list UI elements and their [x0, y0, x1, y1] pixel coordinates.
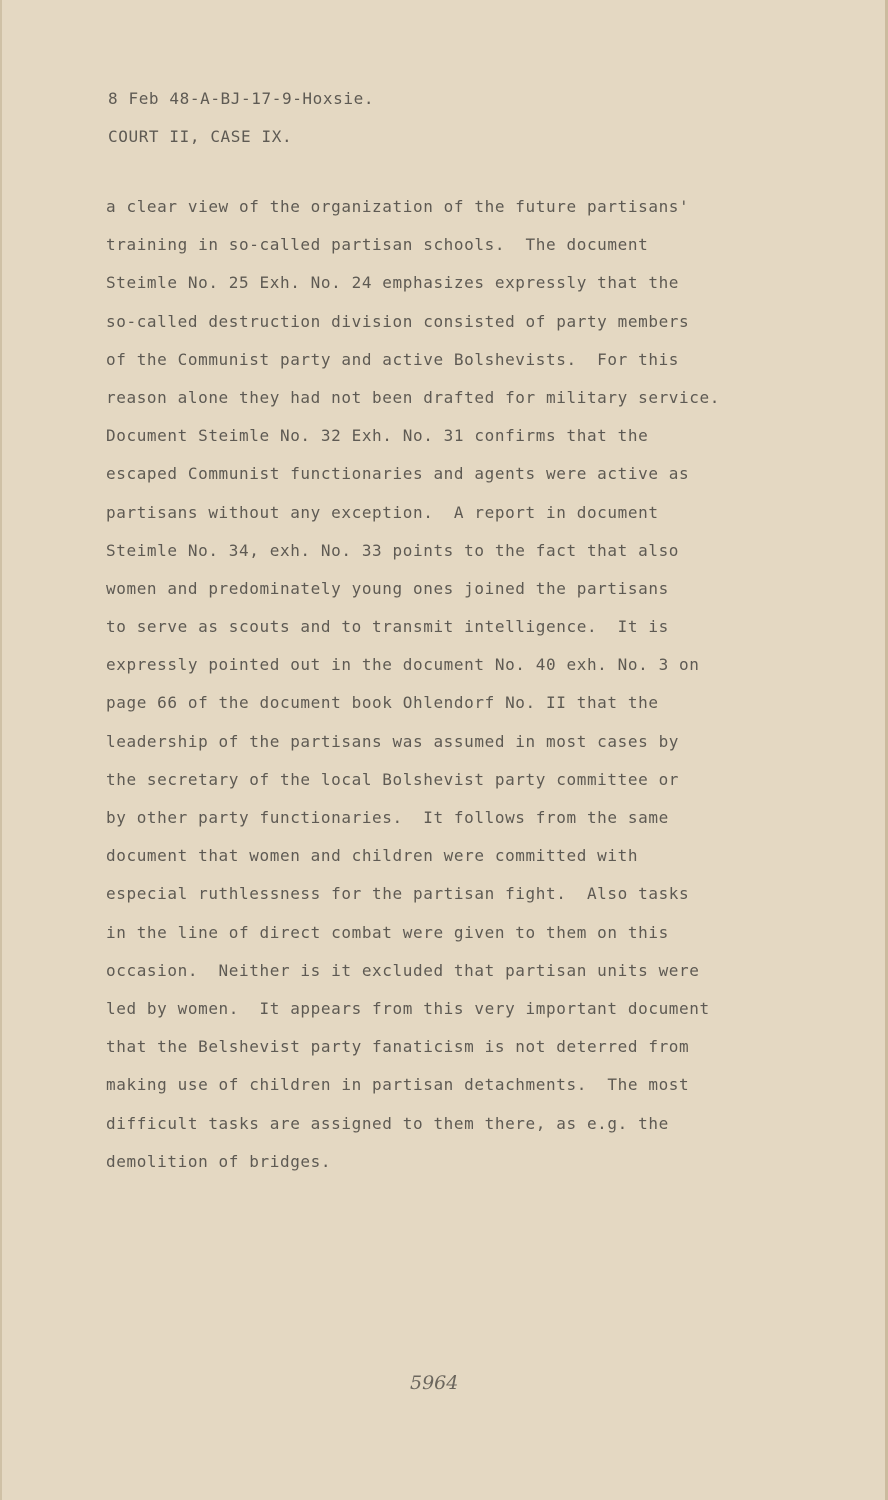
body-line: demolition of bridges.: [106, 1151, 332, 1171]
body-line: page 66 of the document book Ohlendorf No. II that the: [106, 693, 659, 713]
body-line: so-called destruction division consisted of party members: [106, 311, 690, 331]
body-line: in the line of direct combat were given to them on this: [106, 922, 669, 942]
body-line: reason alone they had not been drafted for military service.: [106, 387, 720, 407]
body-line: leadership of the partisans was assumed in most cases by: [106, 731, 680, 751]
header-reference-line: 8 Feb 48-A-BJ-17-9-Hoxsie.: [108, 89, 375, 108]
body-line: a clear view of the organization of the future partisans': [106, 197, 690, 216]
body-line: women and predominately young ones joined the partisans: [106, 578, 669, 598]
body-line: led by women. It appears from this very important document: [106, 998, 710, 1018]
body-line: occasion. Neither is it excluded that partisan units were: [106, 960, 700, 980]
body-line: making use of children in partisan detachments. The most: [106, 1075, 690, 1095]
body-line: the secretary of the local Bolshevist party committee or: [106, 769, 680, 789]
document-header: [108, 80, 374, 156]
body-line: Document Steimle No. 32 Exh. No. 31 confirms that the: [106, 426, 649, 446]
body-line: partisans without any exception. A report in document: [106, 502, 659, 522]
header-court-case-line: COURT II, CASE IX.: [108, 127, 293, 146]
body-line: Steimle No. 34, exh. No. 33 points to the fact that also: [106, 540, 680, 560]
body-line: difficult tasks are assigned to them there, as e.g. the: [106, 1113, 669, 1133]
body-line: to serve as scouts and to transmit intelligence. It is: [106, 617, 669, 637]
body-line: especial ruthlessness for the partisan fight. Also tasks: [106, 884, 690, 904]
body-line: Steimle No. 25 Exh. No. 24 emphasizes expressly that the: [106, 273, 680, 293]
body-line: escaped Communist functionaries and agents were active as: [106, 464, 690, 484]
document-body: [106, 188, 826, 1181]
body-line: document that women and children were committed with: [106, 846, 639, 866]
body-line: expressly pointed out in the document No. 40 exh. No. 3 on: [106, 655, 700, 675]
body-line: of the Communist party and active Bolshevists. For this: [106, 349, 680, 369]
body-line: training in so-called partisan schools. The document: [106, 235, 649, 255]
body-line: by other party functionaries. It follows from the same: [106, 808, 669, 827]
page-number: 5964: [410, 1372, 459, 1394]
body-line: that the Belshevist party fanaticism is not deterred from: [106, 1037, 690, 1057]
